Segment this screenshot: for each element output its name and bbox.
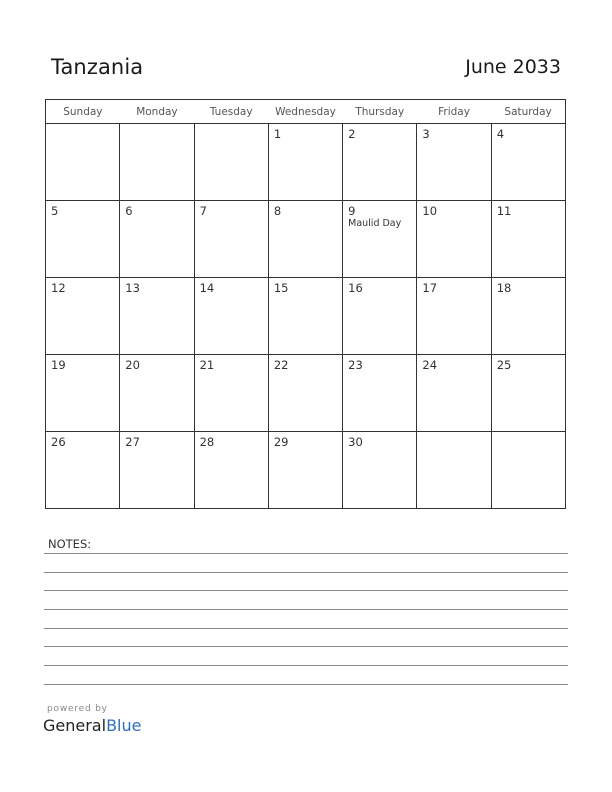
brand-logo bbox=[43, 716, 141, 735]
day-number: 13 bbox=[125, 281, 140, 295]
day-number: 2 bbox=[348, 127, 356, 141]
notes-line bbox=[44, 646, 568, 647]
day-number: 30 bbox=[348, 435, 363, 449]
day-number: 24 bbox=[422, 358, 438, 372]
day-number: 10 bbox=[422, 204, 438, 218]
holiday-label: Maulid Day bbox=[348, 218, 402, 229]
day-cell bbox=[417, 355, 491, 432]
weekday-monday: Monday bbox=[120, 100, 194, 124]
brand-blue-text: Blue bbox=[106, 716, 142, 735]
day-number: 21 bbox=[199, 358, 215, 372]
powered-by-text: powered by bbox=[47, 704, 108, 714]
day-cell bbox=[491, 124, 565, 201]
day-cell bbox=[46, 355, 120, 432]
day-number: 23 bbox=[348, 358, 363, 372]
day-cell bbox=[417, 124, 491, 201]
notes-line bbox=[44, 590, 568, 591]
day-cell bbox=[417, 278, 491, 355]
day-cell bbox=[343, 124, 417, 201]
day-cell bbox=[268, 355, 342, 432]
day-number: 18 bbox=[496, 281, 512, 295]
day-cell bbox=[343, 278, 417, 355]
day-number: 27 bbox=[125, 435, 140, 449]
day-cell bbox=[343, 355, 417, 432]
day-number: 26 bbox=[51, 435, 66, 449]
weekday-saturday: Saturday bbox=[491, 100, 565, 124]
notes-line bbox=[44, 628, 568, 629]
day-cell bbox=[491, 278, 565, 355]
day-cell bbox=[120, 201, 194, 278]
notes-line bbox=[44, 609, 568, 610]
day-number: 17 bbox=[422, 281, 438, 295]
notes-line bbox=[44, 553, 568, 554]
day-cell bbox=[491, 201, 565, 278]
day-number: 1 bbox=[273, 127, 282, 141]
day-cell bbox=[268, 201, 342, 278]
day-cell bbox=[491, 432, 565, 509]
week-row bbox=[46, 124, 566, 201]
day-number: 3 bbox=[422, 127, 430, 141]
weekday-sunday: Sunday bbox=[46, 100, 120, 124]
day-number: 14 bbox=[199, 281, 215, 295]
day-cell bbox=[491, 355, 565, 432]
day-number: 28 bbox=[199, 435, 215, 449]
day-number: 25 bbox=[496, 358, 512, 372]
day-cell bbox=[194, 201, 268, 278]
day-cell bbox=[268, 432, 342, 509]
day-cell bbox=[194, 355, 268, 432]
day-cell bbox=[268, 124, 342, 201]
day-cell bbox=[120, 278, 194, 355]
weekday-thursday: Thursday bbox=[343, 100, 417, 124]
day-cell bbox=[46, 124, 120, 201]
day-cell bbox=[120, 355, 194, 432]
day-cell bbox=[120, 432, 194, 509]
day-number: 22 bbox=[273, 358, 289, 372]
day-cell bbox=[194, 124, 268, 201]
country-title: Tanzania bbox=[51, 55, 144, 79]
day-number: 9 bbox=[348, 204, 356, 218]
week-row bbox=[46, 278, 566, 355]
day-cell bbox=[343, 432, 417, 509]
day-cell bbox=[417, 201, 491, 278]
day-number: 11 bbox=[496, 204, 512, 218]
calendar-body bbox=[46, 124, 566, 509]
day-cell bbox=[194, 432, 268, 509]
day-cell bbox=[46, 432, 120, 509]
day-number: 20 bbox=[125, 358, 140, 372]
weekday-wednesday: Wednesday bbox=[268, 100, 342, 124]
day-number: 4 bbox=[496, 127, 505, 141]
notes-line bbox=[44, 684, 568, 685]
day-cell bbox=[120, 124, 194, 201]
brand-general-text: General bbox=[43, 716, 107, 735]
day-cell bbox=[46, 201, 120, 278]
day-number: 15 bbox=[273, 281, 289, 295]
week-row bbox=[46, 432, 566, 509]
day-number: 8 bbox=[273, 204, 282, 218]
day-number: 12 bbox=[51, 281, 66, 295]
day-cell bbox=[343, 201, 417, 278]
weekday-tuesday: Tuesday bbox=[194, 100, 268, 124]
day-number: 6 bbox=[125, 204, 133, 218]
week-row bbox=[46, 355, 566, 432]
day-number: 29 bbox=[273, 435, 289, 449]
day-number: 19 bbox=[51, 358, 66, 372]
notes-line bbox=[44, 665, 568, 666]
day-number: 16 bbox=[348, 281, 363, 295]
day-cell bbox=[194, 278, 268, 355]
day-cell bbox=[46, 278, 120, 355]
weekday-friday: Friday bbox=[417, 100, 491, 124]
notes-line bbox=[44, 572, 568, 573]
day-number: 5 bbox=[51, 204, 59, 218]
month-title: June 2033 bbox=[465, 56, 561, 78]
notes-label: NOTES: bbox=[48, 537, 92, 551]
calendar-grid bbox=[45, 99, 566, 509]
week-row bbox=[46, 201, 566, 278]
weekday-header-row bbox=[46, 100, 566, 124]
day-cell bbox=[417, 432, 491, 509]
day-cell bbox=[268, 278, 342, 355]
day-number: 7 bbox=[199, 204, 207, 218]
